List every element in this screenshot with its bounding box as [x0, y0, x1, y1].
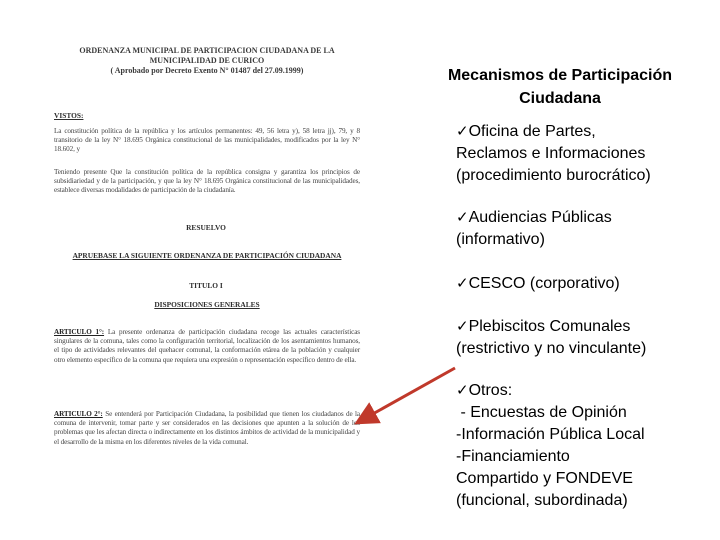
- header-line-3: ( Aprobado por Decreto Exento N° 01487 del 27.09.1999): [110, 66, 304, 75]
- bullet-line: (informativo): [456, 231, 545, 248]
- arrow-line: [362, 368, 455, 420]
- check-icon: ✓: [456, 317, 469, 335]
- article-2-label: ARTICULO 2°:: [54, 410, 103, 418]
- bullet-line: Compartido y FONDEVE: [456, 470, 633, 487]
- article-2-text: Se entenderá por Participación Ciudadana, la posibilidad que tienen los ciudadanos de la comuna de intervenir, tomar parte y ser considerados en las decisiones que apunten a la solución de los problemas que les afectan directa o indirectamente en los distintos ámbitos de actividad de la municipalidad y el desarrollo de la misma en los diferentes niveles de la vida comunal.: [54, 410, 361, 446]
- disposiciones-heading: DISPOSICIONES GENERALES: [154, 300, 260, 309]
- titulo-heading: TITULO I: [189, 281, 223, 290]
- bullet-line: Audiencias Públicas: [468, 209, 612, 226]
- article-1-label: ARTICULO 1°:: [54, 328, 105, 336]
- check-icon: ✓: [456, 274, 469, 292]
- header-line-2: MUNICIPALIDAD DE CURICO: [149, 56, 265, 65]
- bullet-line: (funcional, subordinada): [456, 492, 628, 509]
- vistos-label: VISTOS:: [54, 111, 84, 120]
- article-1-text: La presente ordenanza de participación ciudadana recoge las actuales características singulares de la comuna, tales como la configuración territorial, localización de los asentamientos humanos, el tipo de actividades relevantes del quehacer comunal, la conformación etárea de la población y cualquier otro elemento específico de la comuna que requiera una expresión o representación específico dentro de ella.: [54, 328, 360, 364]
- bullet-line: (restrictivo y no vinculante): [456, 340, 647, 357]
- bullet-line: Plebiscitos Comunales: [468, 318, 631, 335]
- check-icon: ✓: [456, 122, 469, 140]
- header-line-1: ORDENANZA MUNICIPAL DE PARTICIPACION CIUDADANA DE LA: [79, 46, 335, 55]
- slide-title-line-2: Ciudadana: [519, 90, 601, 107]
- check-icon: ✓: [456, 208, 469, 226]
- bullet-line: Oficina de Partes,: [468, 123, 596, 140]
- bullet-line: (procedimiento burocrático): [456, 167, 651, 184]
- apruebase-heading: APRUEBASE LA SIGUIENTE ORDENANZA DE PARTICIPACIÓN CIUDADANA: [72, 251, 342, 260]
- bullet-line: Reclamos e Informaciones: [456, 145, 646, 162]
- resuelvo-heading: RESUELVO: [186, 223, 226, 232]
- bullet-line: CESCO (corporativo): [468, 275, 620, 292]
- bullet-line: -Financiamiento: [456, 448, 570, 465]
- bullet-line: Otros:: [468, 382, 513, 399]
- vistos-paragraph-1: La constitución política de la república y los artículos permanentes: 49, 56 letra y), 58 letra jj), 79, y 8 transitorio de la ley N° 18.695 Orgánica constitucional de las municipalidades, modificados por la ley N° 18.602, y: [54, 127, 360, 154]
- check-icon: ✓: [456, 381, 469, 399]
- bullet-line: -Información Pública Local: [456, 426, 645, 443]
- slide-title-line-1: Mecanismos de Participación: [447, 67, 673, 84]
- vistos-paragraph-2: Teniendo presente Que la constitución política de la república consigna y garantiza los principios de subsidiariedad y de la participación, y que la ley N° 18.695 Orgánica constitucional de las municipalidades, establece diversas modalidades de participación de la ciudadanía.: [54, 168, 360, 195]
- bullet-line: - Encuestas de Opinión: [456, 404, 627, 421]
